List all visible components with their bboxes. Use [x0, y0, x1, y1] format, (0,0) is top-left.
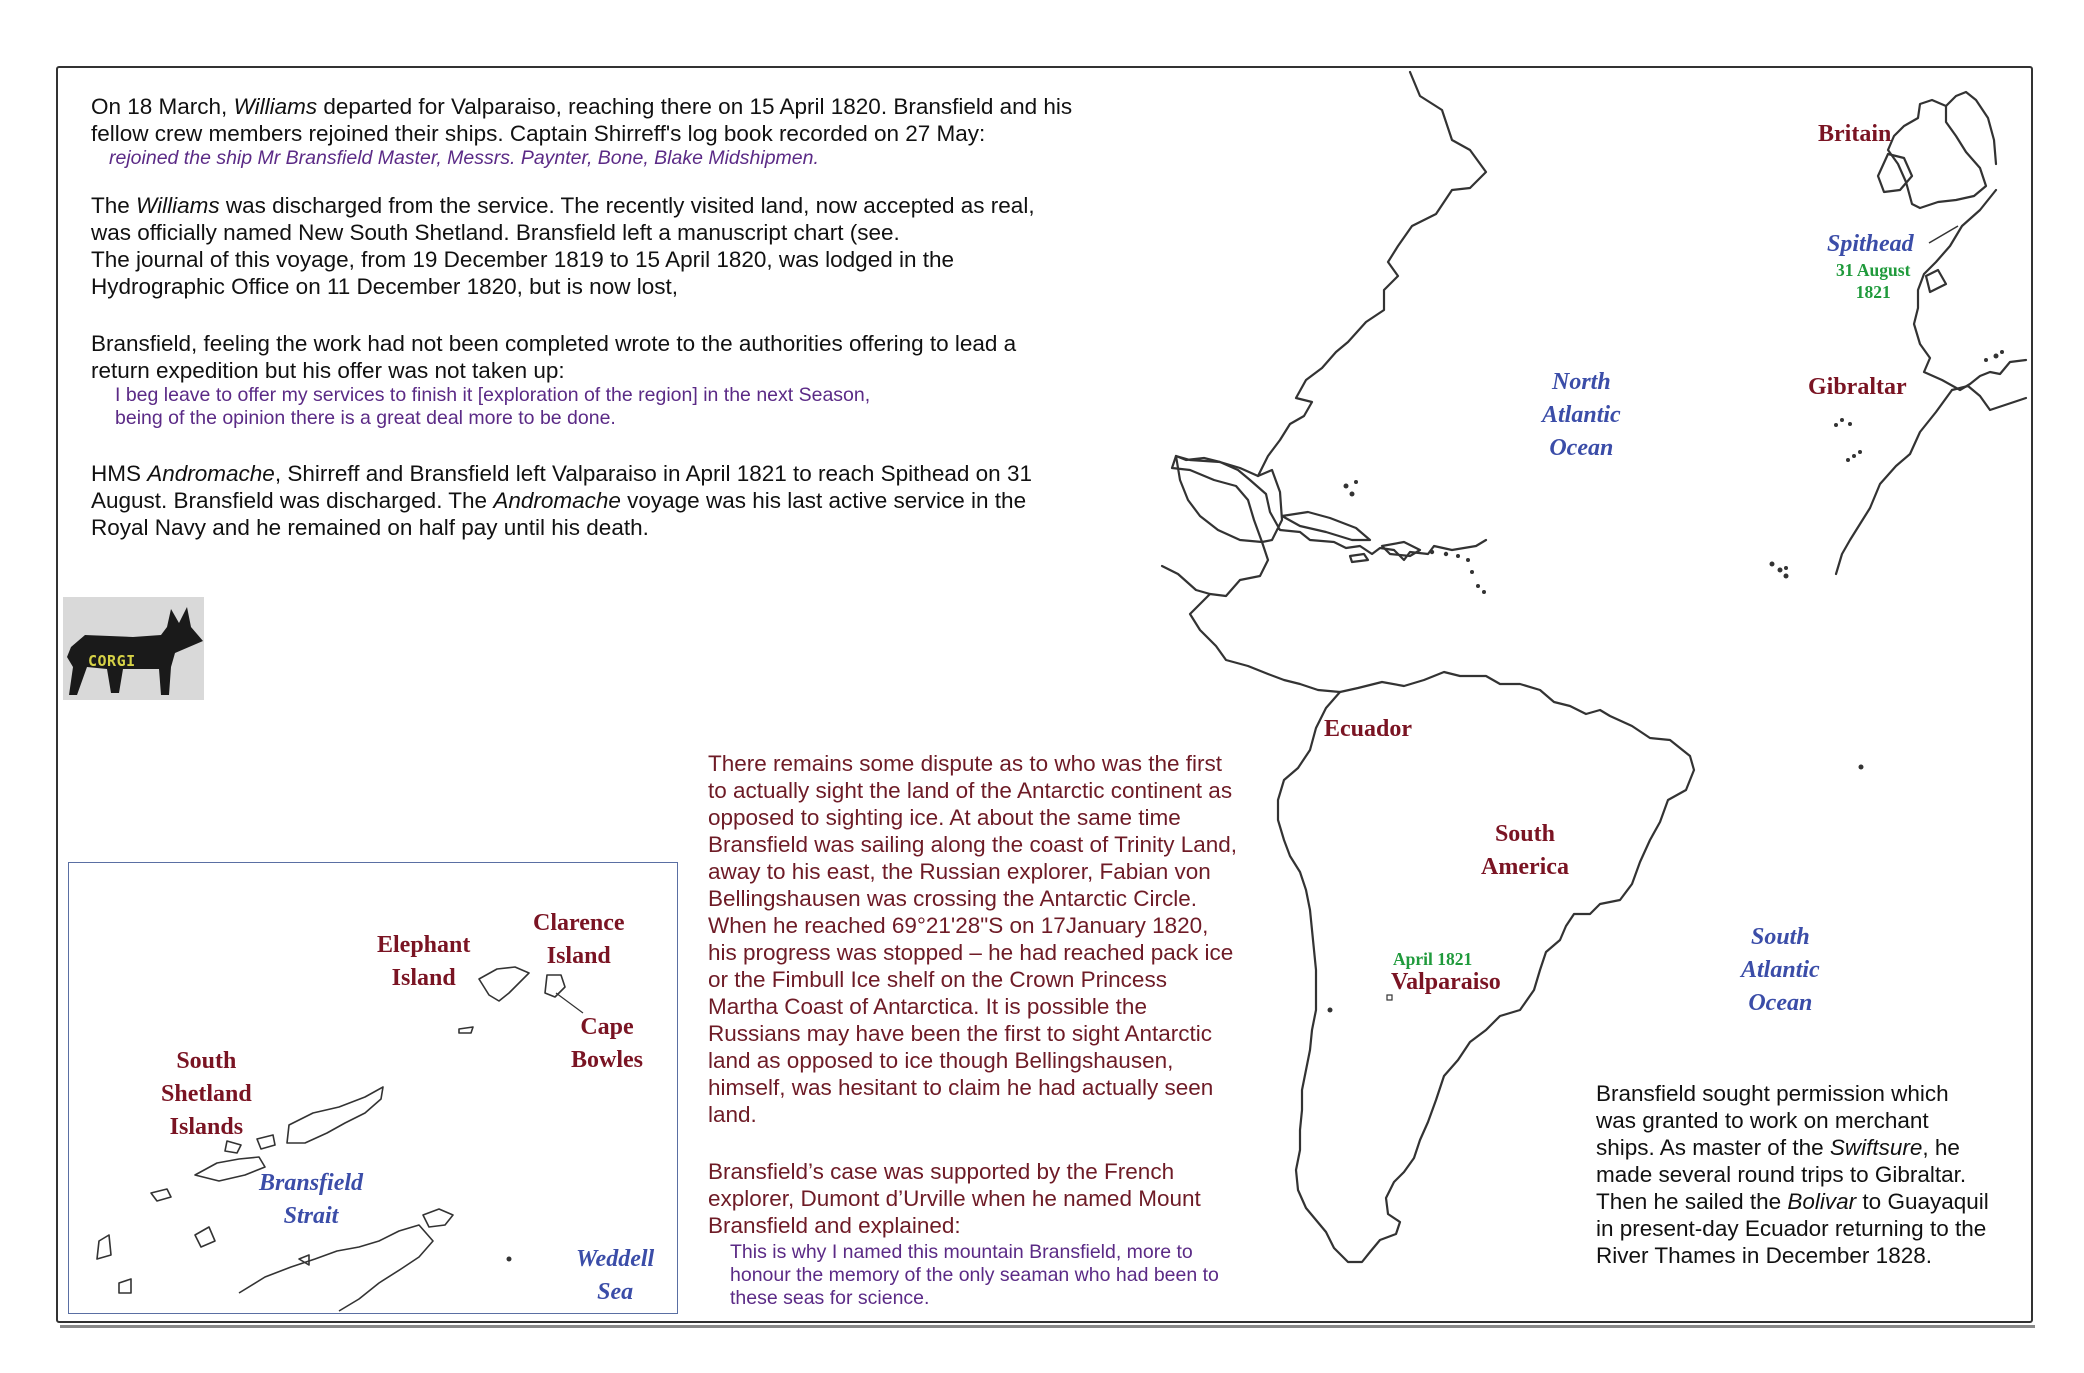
- log-quote: rejoined the ship Mr Bransfield Master, Messrs. Paynter, Bone, Blake Midshipmen.: [109, 147, 819, 169]
- label-weddell-sea: Weddell Sea: [576, 1246, 655, 1305]
- label-spithead: Spithead: [1827, 231, 1914, 257]
- durville-quote-line: these seas for science.: [730, 1287, 930, 1309]
- dispute-line: Russians may have been the first to sight Antarctic: [708, 1021, 1212, 1046]
- dispute-line: away to his east, the Russian explorer, Fabian von: [708, 859, 1211, 884]
- label-gibraltar: Gibraltar: [1808, 374, 1907, 400]
- paragraph-return-expedition: Bransfield, feeling the work had not been completed wrote to the authorities offering to lead a return expedition but his offer was not taken up: I beg leave to offer my services to finish it [exploration of the region] in the next Season, being of the opinion there is a great deal more to be done.: [91, 331, 1017, 429]
- jamaica-outline: [1350, 554, 1368, 562]
- dispute-line: When he reached 69°21'28"S on 17January 1820,: [708, 913, 1209, 938]
- elephant-island-outline: [479, 967, 529, 1001]
- dispute-line: himself, was hesitant to claim he had actually seen: [708, 1075, 1214, 1100]
- dispute-line: Bellingshausen was crossing the Antarctic Circle.: [708, 886, 1197, 911]
- scandinavia-outline: [1946, 92, 1996, 164]
- paragraph-williams-departure: On 18 March, Williams departed for Valparaiso, reaching there on 15 April 1820. Bransfield and his fellow crew members rejoined their ships. Captain Shirreff's log book recorded on 27 May: rejoined the ship Mr Bransfield Master, Messrs. Paynter, Bone, Blake Midshipmen.: [91, 94, 1073, 169]
- label-north-atlantic: North Atlantic Ocean: [1542, 369, 1621, 461]
- label-spithead-date: 31 August 1821: [1836, 260, 1911, 302]
- dispute-line: opposed to sighting ice. At about the same time: [708, 805, 1181, 830]
- durville-quote-line: honour the memory of the only seaman who had been to: [730, 1264, 1219, 1286]
- dispute-line: his progress was stopped – he had reached pack ice: [708, 940, 1234, 965]
- gulf-coastline: [1176, 456, 1258, 476]
- cuba-outline: [1282, 512, 1370, 540]
- peninsula-islet-c: [97, 1235, 111, 1259]
- dispute-line: land as opposed to ice though Bellingshausen,: [708, 1048, 1174, 1073]
- label-clarence-island: Clarence Island: [533, 910, 625, 969]
- antarctic-peninsula-outline: [239, 1225, 433, 1311]
- cape-bowles-pointer: [556, 993, 583, 1013]
- offer-quote: I beg leave to offer my services to finish it [exploration of the region] in the next Season, being of the opinion there is a great deal more to be done.: [115, 384, 871, 429]
- king-george-island-outline: [287, 1087, 383, 1143]
- pacific-central-coast: [1162, 566, 1210, 594]
- label-ecuador: Ecuador: [1324, 716, 1413, 742]
- clarence-island-outline: [545, 975, 565, 997]
- label-cape-bowles: Cape Bowles: [571, 1014, 643, 1073]
- paragraph-williams-discharged: The Williams was discharged from the service. The recently visited land, now accepted as real, was officially named New South Shetland. Bransfield left a manuscript chart (see. The journal of this voyage, from 19 December 1819 to 15 April 1820, was lodged in the Hydrographic Office on 11 December 1820, but is now lost,: [91, 193, 1035, 299]
- west-africa-coastline: [1836, 390, 1952, 574]
- britain-outline: [1888, 100, 1986, 208]
- label-south-america: South America: [1481, 821, 1569, 880]
- shetland-islet-b: [151, 1189, 171, 1201]
- corgi-logo-text: CORGI: [88, 652, 136, 670]
- europe-coastline: [1914, 190, 2026, 390]
- peninsula-islet-b: [195, 1227, 215, 1247]
- dispute-line: or the Fimbull Ice shelf on the Crown Princess: [708, 967, 1167, 992]
- north-america-coastline: [1172, 72, 1486, 560]
- label-britain: Britain: [1818, 121, 1892, 147]
- africa-coastline: [1952, 386, 2026, 410]
- durville-line: Bransfield’s case was supported by the French: [708, 1159, 1175, 1184]
- livingston-island-outline: [195, 1157, 265, 1181]
- iberia-detail: [1926, 270, 1946, 292]
- merchant-paragraph: Bransfield sought permission which was granted to work on merchant ships. As master of the Swiftsure, he made several round trips to Gibraltar. Then he sailed the Bolivar to Guayaquil in present-day Ecuador returning to the River Thames in December 1828.: [1596, 1081, 1989, 1268]
- small-islet-a: [459, 1027, 473, 1033]
- label-bransfield-strait: Bransfield Strait: [259, 1170, 364, 1229]
- paragraph-andromache: HMS Andromache, Shirreff and Bransfield left Valparaiso in April 1821 to reach Spithead on 31 August. Bransfield was discharged. The Andromache voyage was his last active service in the Royal Navy and he remained on half pay until his death.: [91, 461, 1032, 540]
- durville-line: explorer, Dumont d’Urville when he named Mount: [708, 1186, 1201, 1211]
- inset-map-south-shetland: [68, 862, 678, 1314]
- label-south-atlantic: South Atlantic Ocean: [1741, 924, 1820, 1016]
- label-elephant-island: Elephant Island: [377, 932, 471, 991]
- dispute-line: land.: [708, 1102, 757, 1127]
- durville-quote-line: This is why I named this mountain Bransfield, more to: [730, 1241, 1193, 1263]
- dispute-line: There remains some dispute as to who was the first: [708, 751, 1222, 776]
- dispute-line: Bransfield was sailing along the coast of Trinity Land,: [708, 832, 1238, 857]
- label-valparaiso: Valparaiso: [1391, 969, 1501, 995]
- central-america-coastline: [1190, 542, 1340, 692]
- dispute-line: Martha Coast of Antarctica. It is possible the: [708, 994, 1147, 1019]
- peninsula-islet-a: [423, 1209, 453, 1227]
- peninsula-islet-d: [119, 1279, 131, 1293]
- durville-line: Bransfield and explained:: [708, 1213, 961, 1238]
- label-south-shetland-islands: South Shetland Islands: [161, 1048, 252, 1140]
- shetland-islet-c: [257, 1135, 275, 1149]
- dispute-line: to actually sight the land of the Antarctic continent as: [708, 778, 1233, 803]
- label-valparaiso-date: April 1821: [1393, 949, 1473, 969]
